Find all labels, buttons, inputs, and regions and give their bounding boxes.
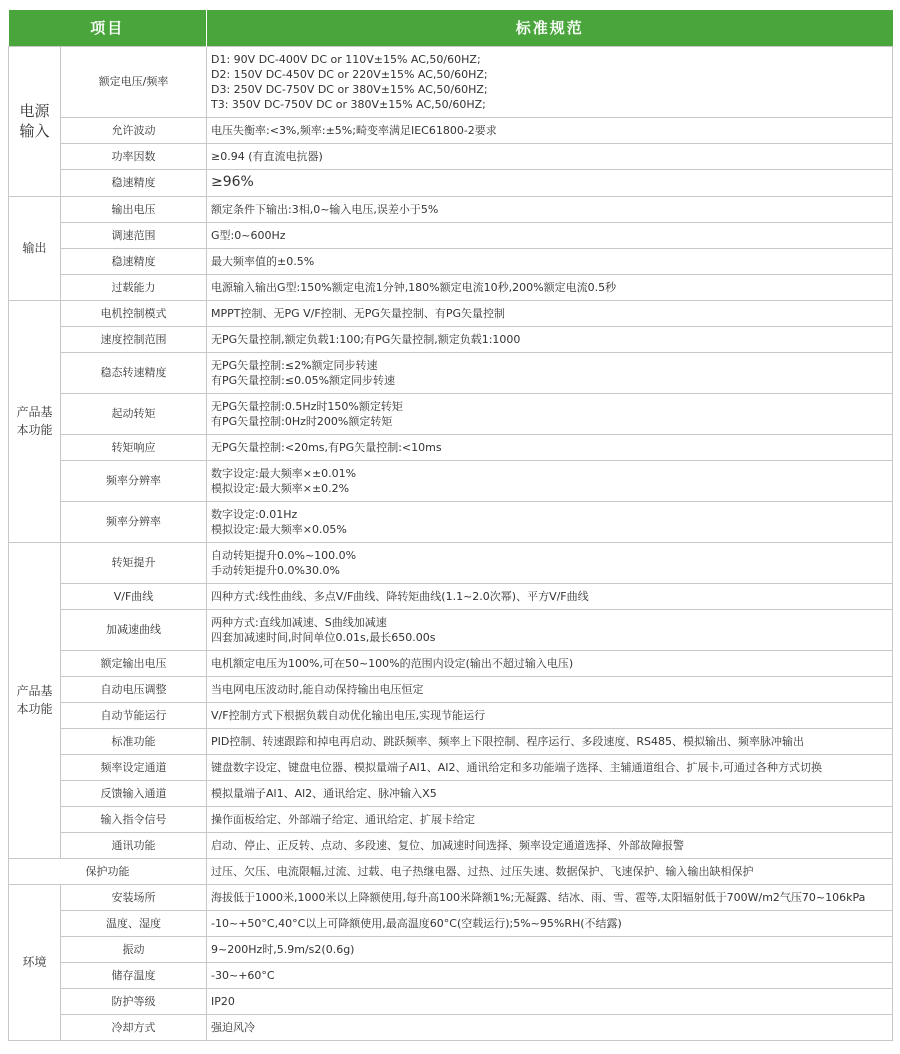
table-row: [9, 274, 893, 300]
item-name: 自动节能运行: [61, 702, 207, 728]
item-name: 额定输出电压: [61, 650, 207, 676]
table-row: [9, 1014, 893, 1040]
header-item: 项目: [9, 10, 207, 46]
item-name: 冷却方式: [61, 1014, 207, 1040]
item-value: 数字设定:0.01Hz 模拟设定:最大频率×0.05%: [207, 501, 893, 542]
table-row: [9, 650, 893, 676]
item-name: 通讯功能: [61, 832, 207, 858]
group-environment: 环境: [9, 884, 61, 1040]
table-row: [9, 962, 893, 988]
table-row: [9, 460, 893, 501]
table-row: [9, 169, 893, 196]
item-value: 强迫风冷: [207, 1014, 893, 1040]
item-value: PID控制、转速跟踪和掉电再启动、跳跃频率、频率上下限控制、程序运行、多段速度、RS485、模拟输出、频率脉冲输出: [207, 728, 893, 754]
group-power-input: 电源 输入: [9, 46, 61, 196]
item-name: 自动电压调整: [61, 676, 207, 702]
item-name: 稳态转速精度: [61, 352, 207, 393]
item-name: 标准功能: [61, 728, 207, 754]
group-product-functions-1: 产品基 本功能: [9, 300, 61, 542]
item-value: 两种方式:直线加减速、S曲线加减速 四套加减速时间,时间单位0.01s,最长650.00s: [207, 609, 893, 650]
table-row: [9, 832, 893, 858]
item-value: IP20: [207, 988, 893, 1014]
item-value: 自动转矩提升0.0%~100.0% 手动转矩提升0.0%30.0%: [207, 542, 893, 583]
table-row: [9, 117, 893, 143]
table-row: [9, 728, 893, 754]
table-row: [9, 583, 893, 609]
item-name: 稳速精度: [61, 248, 207, 274]
item-name: 保护功能: [9, 858, 207, 884]
item-value: 电机额定电压为100%,可在50~100%的范围内设定(输出不超过输入电压): [207, 650, 893, 676]
group-product-functions-2: 产品基 本功能: [9, 542, 61, 858]
item-name: 速度控制范围: [61, 326, 207, 352]
table-row: [9, 702, 893, 728]
item-name: 安装场所: [61, 884, 207, 910]
item-value: 海拔低于1000米,1000米以上降额使用,每升高100米降额1%;无凝露、结冰、雨、雪、雹等,太阳辐射低于700W/m2气压70~106kPa: [207, 884, 893, 910]
item-name: 允许波动: [61, 117, 207, 143]
item-value: -10~+50°C,40°C以上可降额使用,最高温度60°C(空载运行);5%~95%RH(不结露): [207, 910, 893, 936]
item-value: ≥0.94 (有直流电抗器): [207, 143, 893, 169]
item-name: 频率设定通道: [61, 754, 207, 780]
spec-table: [8, 10, 893, 1041]
table-row: [9, 754, 893, 780]
table-row: [9, 806, 893, 832]
item-value: -30~+60°C: [207, 962, 893, 988]
item-value: 额定条件下输出:3相,0~输入电压,误差小于5%: [207, 196, 893, 222]
item-name: 输出电压: [61, 196, 207, 222]
table-row: [9, 988, 893, 1014]
item-name: 转矩响应: [61, 434, 207, 460]
item-name: 加减速曲线: [61, 609, 207, 650]
item-name: 额定电压/频率: [61, 46, 207, 117]
item-value: 无PG矢量控制:≤2%额定同步转速 有PG矢量控制:≤0.05%额定同步转速: [207, 352, 893, 393]
item-name: 稳速精度: [61, 169, 207, 196]
table-row: [9, 609, 893, 650]
table-row: [9, 936, 893, 962]
item-value: 启动、停止、正反转、点动、多段速、复位、加减速时间选择、频率设定通道选择、外部故障报警: [207, 832, 893, 858]
table-row: [9, 393, 893, 434]
header-spec: 标准规范: [207, 10, 893, 46]
item-name: 储存温度: [61, 962, 207, 988]
item-name: 过载能力: [61, 274, 207, 300]
item-name: 反馈输入通道: [61, 780, 207, 806]
item-name: 电机控制模式: [61, 300, 207, 326]
item-value: G型:0~600Hz: [207, 222, 893, 248]
item-name: 功率因数: [61, 143, 207, 169]
item-name: 输入指令信号: [61, 806, 207, 832]
item-value: 电源输入输出G型:150%额定电流1分钟,180%额定电流10秒,200%额定电流0.5秒: [207, 274, 893, 300]
item-name: 防护等级: [61, 988, 207, 1014]
item-name: V/F曲线: [61, 583, 207, 609]
item-name: 温度、湿度: [61, 910, 207, 936]
item-value: 最大频率值的±0.5%: [207, 248, 893, 274]
item-value: ≥96%: [207, 169, 893, 196]
item-value: 键盘数字设定、键盘电位器、模拟量端子AI1、AI2、通讯给定和多功能端子选择、主辅通道组合、扩展卡,可通过各种方式切换: [207, 754, 893, 780]
table-header-row: [9, 10, 893, 46]
table-row: [9, 326, 893, 352]
table-row: [9, 434, 893, 460]
item-value: 无PG矢量控制:<20ms,有PG矢量控制:<10ms: [207, 434, 893, 460]
item-name: 转矩提升: [61, 542, 207, 583]
table-row: [9, 910, 893, 936]
item-value: 无PG矢量控制,额定负载1:100;有PG矢量控制,额定负载1:1000: [207, 326, 893, 352]
item-value: 操作面板给定、外部端子给定、通讯给定、扩展卡给定: [207, 806, 893, 832]
table-row: [9, 542, 893, 583]
item-value: 9~200Hz时,5.9m/s2(0.6g): [207, 936, 893, 962]
item-value: MPPT控制、无PG V/F控制、无PG矢量控制、有PG矢量控制: [207, 300, 893, 326]
item-value: 当电网电压波动时,能自动保持输出电压恒定: [207, 676, 893, 702]
item-name: 频率分辨率: [61, 501, 207, 542]
item-value: D1: 90V DC-400V DC or 110V±15% AC,50/60HZ; D2: 150V DC-450V DC or 220V±15% AC,50/60HZ; D3: 250V DC-750V DC or 380V±15% AC,50/60HZ; T3: 350V DC-750V DC or 380V±15% AC,50/60HZ;: [207, 46, 893, 117]
table-row: [9, 222, 893, 248]
item-value: 模拟量端子Al1、Al2、通讯给定、脉冲输入X5: [207, 780, 893, 806]
item-name: 起动转矩: [61, 393, 207, 434]
item-value: 电压失衡率:<3%,频率:±5%;畸变率满足IEC61800-2要求: [207, 117, 893, 143]
table-row: [9, 248, 893, 274]
table-row: [9, 501, 893, 542]
table-row: [9, 300, 893, 326]
spec-table-container: [8, 10, 892, 1041]
table-row: [9, 780, 893, 806]
table-row: [9, 196, 893, 222]
item-name: 振动: [61, 936, 207, 962]
table-row: [9, 858, 893, 884]
item-name: 调速范围: [61, 222, 207, 248]
item-name: 频率分辨率: [61, 460, 207, 501]
item-value: 无PG矢量控制:0.5Hz时150%额定转矩 有PG矢量控制:0Hz时200%额定转矩: [207, 393, 893, 434]
item-value: V/F控制方式下根据负载自动优化输出电压,实现节能运行: [207, 702, 893, 728]
table-row: [9, 143, 893, 169]
item-value: 数字设定:最大频率×±0.01% 模拟设定:最大频率×±0.2%: [207, 460, 893, 501]
table-row: [9, 352, 893, 393]
table-row: [9, 884, 893, 910]
table-row: [9, 46, 893, 117]
item-value: 过压、欠压、电流限幅,过流、过载、电子热继电器、过热、过压失速、数据保护、飞速保护、输入输出缺相保护: [207, 858, 893, 884]
group-output: 输出: [9, 196, 61, 300]
item-value: 四种方式:线性曲线、多点V/F曲线、降转矩曲线(1.1~2.0次幂)、平方V/F曲线: [207, 583, 893, 609]
table-row: [9, 676, 893, 702]
